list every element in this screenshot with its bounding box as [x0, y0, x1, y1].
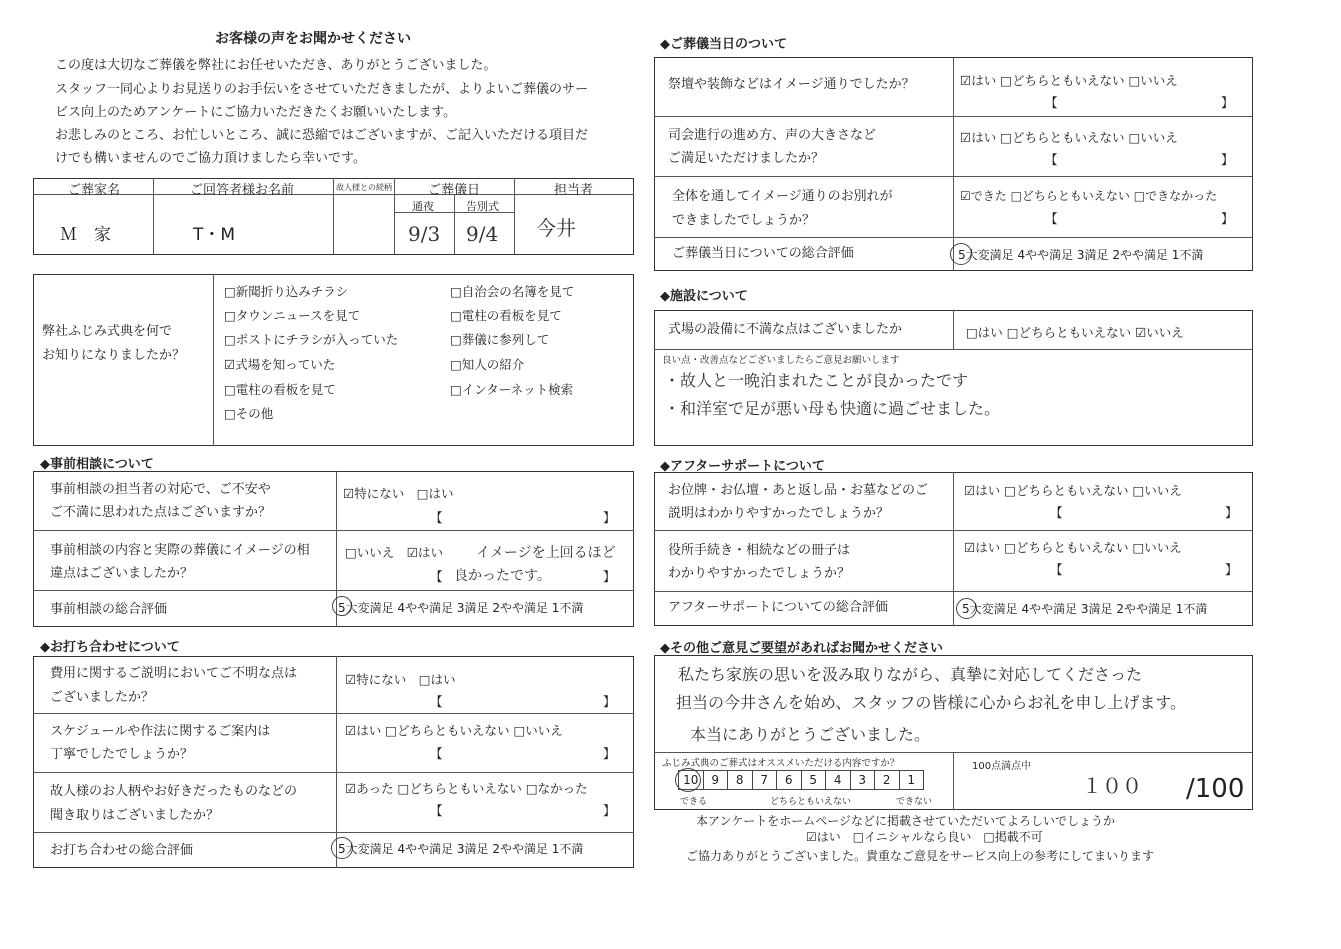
- funeral-date-header: ご葬儀日: [428, 183, 481, 198]
- scale-cell[interactable]: 2: [875, 771, 900, 789]
- tsuya-header: 通夜: [412, 200, 434, 213]
- intro-line: お悲しみのところ、お忙しいところ、誠に恐縮ではございますが、ご記入いただける項目だ: [55, 128, 589, 143]
- bracket-open: 【: [430, 694, 443, 709]
- scale-cell[interactable]: 4: [826, 771, 851, 789]
- option-knew-venue[interactable]: ☑式場を知っていた: [224, 357, 336, 372]
- pre-q1-options[interactable]: ☑特にない □はい: [343, 486, 454, 501]
- meeting-q1: ございましたか？: [50, 690, 155, 705]
- pre-q2: 違点はございましたか？: [50, 566, 194, 581]
- day-q4: ご葬儀当日についての総合評価: [672, 246, 854, 261]
- meeting-q1: 費用に関するご説明においてご不明な点は: [50, 666, 298, 681]
- day-q1-options[interactable]: ☑はい □どちらともいえない □いいえ: [960, 73, 1178, 88]
- day-q2: ご満足いただけましたか？: [668, 151, 825, 166]
- meeting-q2: スケジュールや作法に関するご案内は: [50, 724, 271, 739]
- scale-cell[interactable]: 5: [802, 771, 827, 789]
- after-q2-options[interactable]: ☑はい □どちらともいえない □いいえ: [964, 540, 1182, 555]
- facility-q1: 式場の設備に不満な点はございましたか: [668, 322, 903, 337]
- day-q3: 全体を通してイメージ通りのお別れが: [672, 189, 893, 204]
- kokubetsu-date: 9/4: [466, 222, 499, 246]
- option-newspaper[interactable]: □新聞折り込みチラシ: [224, 284, 349, 299]
- after-support-heading: ◆アフターサポートについて: [660, 459, 825, 474]
- pre-q2-options[interactable]: □いいえ ☑はい: [345, 545, 444, 560]
- scale-cell[interactable]: 3: [851, 771, 876, 789]
- recommend-label: ふじみ式典のご葬式はオススメいただける内容ですか？: [662, 758, 900, 769]
- scale-right-label: できない: [896, 797, 933, 807]
- scale-cell[interactable]: 1: [907, 773, 916, 787]
- score-circle: [675, 768, 701, 792]
- option-pole-sign[interactable]: □電柱の看板を見て: [224, 382, 336, 397]
- meeting-q4-scale[interactable]: 5大変満足 4やや満足 3満足 2やや満足 1不満: [338, 842, 584, 856]
- publish-options[interactable]: ☑はい □イニシャルなら良い □掲載不可: [806, 830, 1043, 844]
- survey-title: お客様の声をお聞かせください: [215, 31, 411, 47]
- facility-q1-options[interactable]: □はい □どちらともいえない ☑いいえ: [966, 325, 1184, 340]
- staff-header: 担当者: [554, 183, 594, 198]
- day-q3: できましたでしょうか？: [672, 213, 816, 228]
- bracket-open: 【: [430, 510, 443, 525]
- day-q4-scale[interactable]: 5大変満足 4やや満足 3満足 2やや満足 1不満: [958, 248, 1204, 262]
- pre-q2: 事前相談の内容と実際の葬儀にイメージの相: [50, 543, 310, 558]
- scale-mid-label: どちらともいえない: [770, 797, 852, 807]
- bracket-close: 】: [603, 510, 616, 525]
- option-referral[interactable]: □知人の紹介: [450, 357, 525, 372]
- option-post-flyer[interactable]: □ポストにチラシが入っていた: [224, 332, 399, 347]
- pre-consultation-heading: ◆事前相談について: [40, 457, 154, 472]
- bracket-close: 】: [1221, 211, 1234, 226]
- other-comment: 私たち家族の思いを汲み取りながら、真摯に対応してくださった: [678, 665, 1143, 684]
- bracket-open: 【: [1045, 152, 1058, 167]
- intro-line: この度は大切なご葬儀を弊社にお任せいただき、ありがとうございました。: [55, 58, 497, 73]
- how-known-question: 弊社ふじみ式典を何で: [42, 324, 173, 339]
- facility-note-label: 良い点・改善点などございましたらご意見お願いします: [662, 355, 900, 366]
- bracket-open: 【: [1045, 211, 1058, 226]
- respondent-value: T・M: [193, 225, 236, 245]
- meeting-q2-options[interactable]: ☑はい □どちらともいえない □いいえ: [345, 723, 563, 738]
- after-q1-options[interactable]: ☑はい □どちらともいえない □いいえ: [964, 483, 1182, 498]
- option-other[interactable]: □その他: [224, 406, 274, 421]
- intro-line: スタッフ一同心よりお見送りのお手伝いをさせていただきましたが、よりよいご葬儀のサー: [55, 82, 589, 97]
- score-max: /100: [1186, 774, 1245, 804]
- bracket-close: 】: [1221, 95, 1234, 110]
- score-value: １００: [1082, 774, 1142, 798]
- day-q3-options[interactable]: ☑できた □どちらともいえない □できなかった: [960, 189, 1218, 203]
- recommend-scale[interactable]: [678, 770, 924, 790]
- respondent-header: ご回答者様お名前: [190, 183, 295, 198]
- bracket-open: 【: [1045, 95, 1058, 110]
- tsuya-date: 9/3: [408, 222, 441, 246]
- scale-left-label: できる: [680, 797, 708, 807]
- bracket-close: 】: [603, 569, 616, 584]
- facility-comment: ・故人と一晩泊まれたことが良かったです: [664, 371, 969, 390]
- thanks-message: ご協力ありがとうございました。貴重なご意見をサービス向上の参考にしてまいります: [686, 849, 1155, 863]
- pre-q2-handwritten: イメージを上回るほど: [476, 545, 616, 561]
- scale-cell[interactable]: 8: [728, 771, 753, 789]
- other-comment: 担当の今井さんを始め、スタッフの皆様に心からお礼を申し上げます。: [676, 693, 1187, 712]
- pre-q3-scale[interactable]: 5大変満足 4やや満足 3満足 2やや満足 1不満: [338, 601, 584, 615]
- family-name-header: ご葬家名: [68, 183, 121, 198]
- scale-cell[interactable]: 10: [679, 771, 704, 789]
- how-known-question: お知りになりましたか？: [42, 348, 186, 363]
- option-town-news[interactable]: □タウンニュースを見て: [224, 308, 361, 323]
- pre-q3: 事前相談の総合評価: [50, 602, 168, 617]
- after-q1: 説明はわかりやすかったでしょうか？: [668, 506, 890, 521]
- after-q3-scale[interactable]: 5大変満足 4やや満足 3満足 2やや満足 1不満: [962, 602, 1208, 616]
- staff-value: 今井: [536, 216, 576, 240]
- bracket-open: 【: [430, 569, 443, 584]
- meeting-q4: お打ち合わせの総合評価: [50, 843, 194, 858]
- bracket-open: 【: [1050, 562, 1063, 577]
- day-q1: 祭壇や装飾などはイメージ通りでしたか？: [668, 77, 915, 92]
- bracket-close: 】: [603, 694, 616, 709]
- after-q2: 役所手続き・相続などの冊子は: [668, 543, 851, 558]
- intro-line: けでも構いませんのでご協力頂けましたら幸いです。: [55, 151, 366, 166]
- facility-heading: ◆施設について: [660, 289, 748, 304]
- bracket-close: 】: [1221, 152, 1234, 167]
- meeting-heading: ◆お打ち合わせについて: [40, 640, 180, 655]
- bracket-open: 【: [430, 803, 443, 818]
- score-label: 100点満点中: [972, 761, 1032, 772]
- pre-q1: 事前相談の担当者の対応で、ご不安や: [50, 482, 271, 497]
- kokubetsu-header: 告別式: [466, 200, 499, 213]
- scale-cell[interactable]: 9: [704, 771, 729, 789]
- relation-header: 故人様との続柄: [336, 183, 392, 192]
- meeting-q2: 丁寧でしたでしょうか？: [50, 747, 194, 762]
- meeting-q3-options[interactable]: ☑あった □どちらともいえない □なかった: [345, 781, 588, 796]
- meeting-q3: 故人様のお人柄やお好きだったものなどの: [50, 784, 298, 799]
- option-attended-funeral[interactable]: □葬儀に参列して: [450, 332, 550, 347]
- intro-line: ビス向上のためアンケートにご協力いただきたくお願いいたします。: [55, 105, 457, 120]
- after-q2: わかりやすかったでしょうか？: [668, 566, 851, 581]
- bracket-open: 【: [1050, 505, 1063, 520]
- pre-q1: ご不満に思われた点はございますか？: [50, 505, 272, 520]
- day-q2-options[interactable]: ☑はい □どちらともいえない □いいえ: [960, 130, 1178, 145]
- option-internet-search[interactable]: □インターネット検索: [450, 382, 574, 397]
- option-pole-sign-2[interactable]: □電柱の看板を見て: [450, 308, 562, 323]
- day-q2: 司会進行の進め方、声の大きさなど: [668, 128, 877, 143]
- bracket-close: 】: [603, 746, 616, 761]
- family-name-value: Ｍ 家: [60, 225, 111, 245]
- bracket-close: 】: [1225, 505, 1238, 520]
- funeral-day-heading: ◆ご葬儀当日のついて: [660, 37, 787, 52]
- scale-cell[interactable]: 6: [777, 771, 802, 789]
- publish-question: 本アンケートをホームページなどに掲載させていただいてよろしいでしょうか: [696, 814, 1116, 828]
- after-q1: お位牌・お仏壇・あと返し品・お墓などのご: [668, 483, 929, 498]
- meeting-q3: 聞き取りはございましたか？: [50, 808, 220, 823]
- bracket-open: 【: [430, 746, 443, 761]
- meeting-q1-options[interactable]: ☑特にない □はい: [345, 672, 456, 687]
- other-comment: 本当にありがとうございました。: [690, 725, 931, 744]
- option-neighborhood-list[interactable]: □自治会の名簿を見て: [450, 284, 575, 299]
- bracket-close: 】: [1225, 562, 1238, 577]
- after-q3: アフターサポートについての総合評価: [668, 600, 888, 615]
- scale-cell[interactable]: 7: [753, 771, 778, 789]
- facility-comment: ・和洋室で足が悪い母も快適に過ごせました。: [664, 399, 1001, 418]
- pre-q2-handwritten: 良かったです。: [454, 568, 551, 584]
- other-heading: ◆その他ご意見ご要望があればお聞かせください: [660, 641, 943, 656]
- bracket-close: 】: [603, 803, 616, 818]
